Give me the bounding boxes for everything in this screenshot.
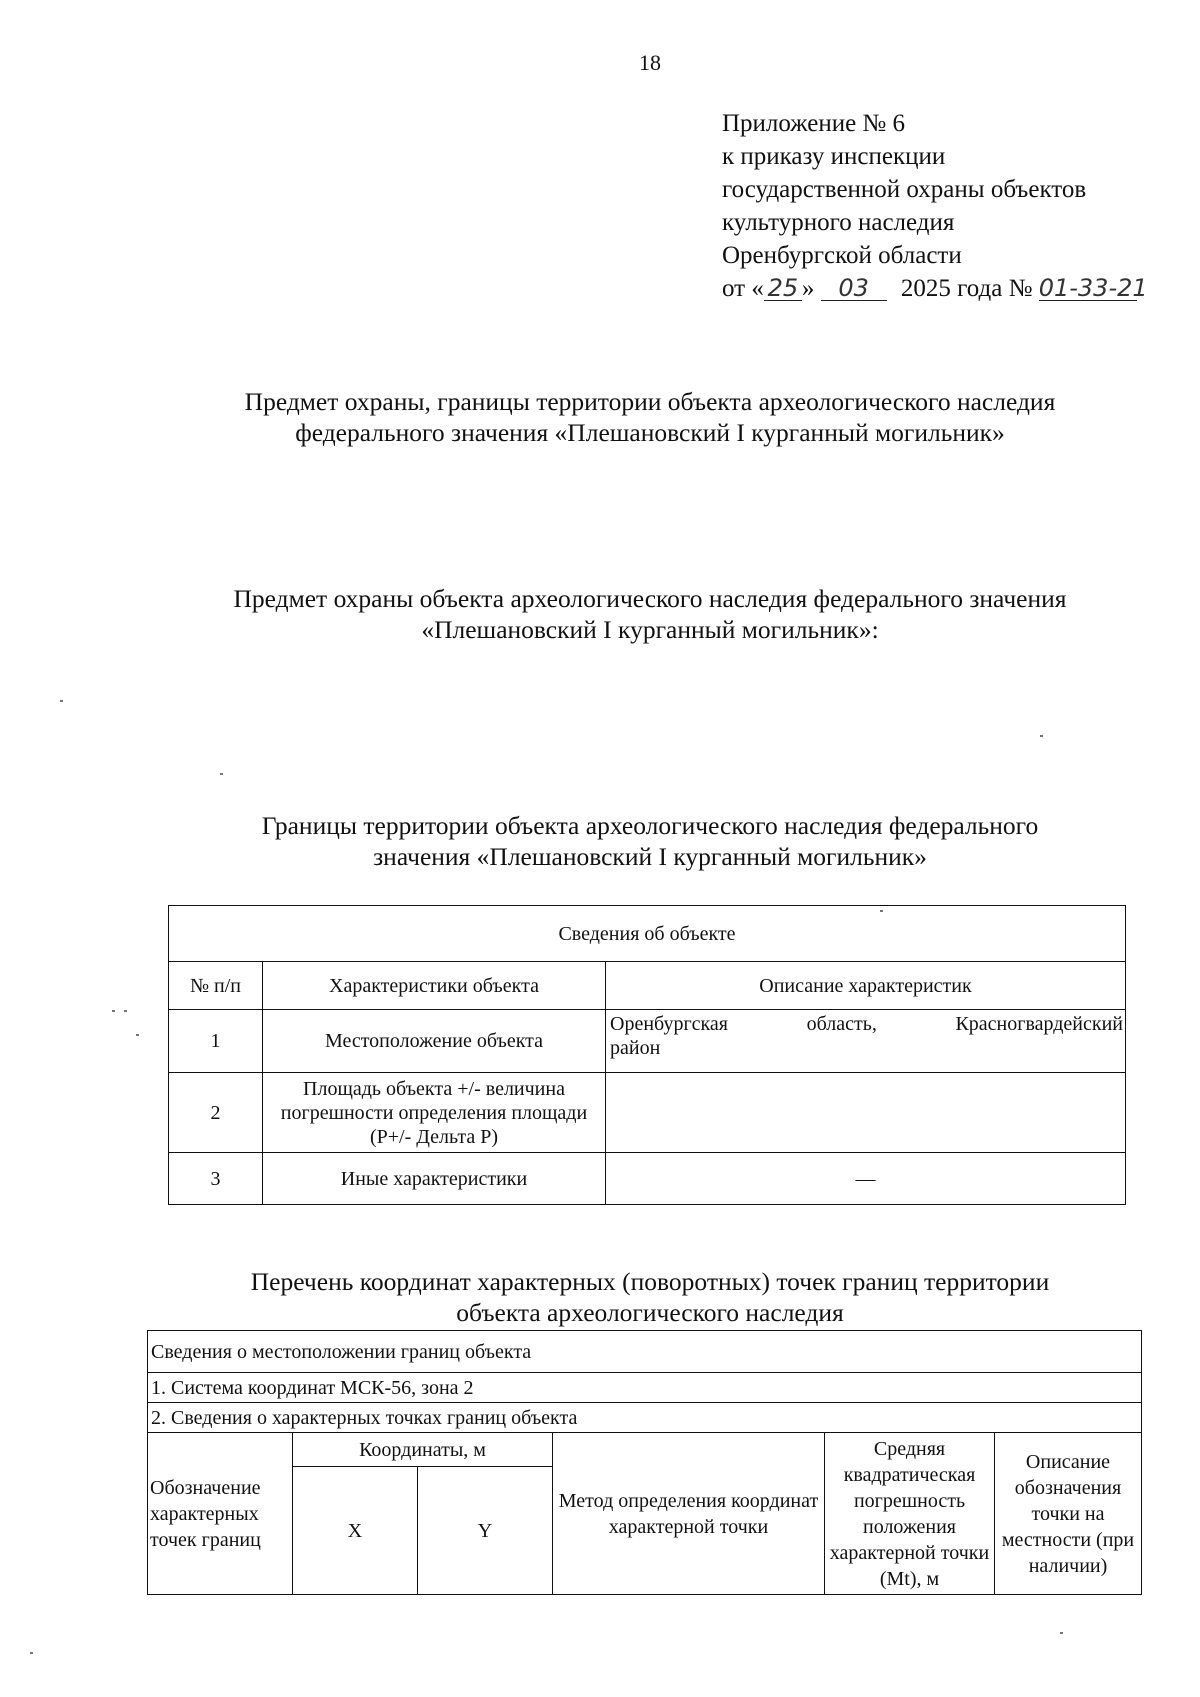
col-x: X [293, 1467, 418, 1595]
appendix-date-line [722, 272, 1148, 305]
table-row [169, 1010, 1126, 1073]
object-table-title: Сведения об объекте [169, 906, 1126, 962]
col-designation: Обозначение характерных точек границ [148, 1433, 293, 1595]
scan-speck [1040, 735, 1043, 737]
row-characteristic: Местоположение объекта [263, 1010, 606, 1073]
appendix-block [722, 107, 1148, 305]
scan-speck [30, 1652, 33, 1654]
scan-speck [60, 700, 63, 702]
header-characteristic: Характеристики объекта [263, 962, 606, 1010]
main-heading-line-2: федерального значения «Плешановский I курганный могильник» [295, 418, 1005, 447]
scan-speck [136, 1034, 139, 1036]
appendix-line-2: к приказу инспекции [722, 143, 946, 170]
row-characteristic: Иные характеристики [263, 1153, 606, 1205]
header-num: № п/п [169, 962, 263, 1010]
order-number: 01-33-21 [1038, 274, 1148, 302]
row-num: 1 [169, 1010, 263, 1073]
page-number: 18 [639, 50, 661, 75]
row-characteristic: Площадь объекта +/- величина погрешности определения площади (Р+/- Дельта Р) [263, 1073, 606, 1153]
appendix-line-1: Приложение № 6 [722, 110, 906, 137]
subject-heading-line-2: «Плешановский I курганный могильник»: [421, 615, 879, 644]
appendix-line-4: культурного наследия [722, 209, 955, 236]
coords-heading-line-2: объекта археологического наследия [456, 1298, 844, 1327]
coord-row-location: Сведения о местоположении границ объекта [148, 1331, 1142, 1373]
header-description: Описание характеристик [606, 962, 1126, 1010]
main-heading [150, 386, 1150, 448]
coordinates-table [147, 1330, 1142, 1595]
date-mid: » [801, 275, 815, 302]
scan-speck [1060, 1632, 1063, 1634]
date-prefix: от « [722, 275, 764, 302]
col-error: Средняя квадратическая погрешность положения характерной точки (Mt), м [825, 1433, 995, 1595]
coords-heading [150, 1266, 1150, 1328]
date-year: 2025 года № [900, 275, 1033, 302]
row-description [606, 1010, 1126, 1073]
appendix-line-3: государственной охраны объектов [722, 176, 1087, 203]
subject-heading-line-1: Предмет охраны объекта археологического наследия федерального значения [233, 584, 1067, 613]
col-description: Описание обозначения точки на местности (при наличии) [995, 1433, 1142, 1595]
col-coords: Координаты, м [293, 1433, 553, 1467]
table-row [169, 1073, 1126, 1153]
coord-row-points: 2. Сведения о характерных точках границ объекта [148, 1403, 1142, 1433]
scan-speck [220, 773, 223, 775]
borders-heading [150, 810, 1150, 872]
row-num: 3 [169, 1153, 263, 1205]
col-method: Метод определения координат характерной точки [553, 1433, 825, 1595]
row-description-line-1: Оренбургская область, Красногвардейский [610, 1013, 1124, 1035]
col-y: Y [418, 1467, 553, 1595]
row-num: 2 [169, 1073, 263, 1153]
row-description-line-2: район [610, 1037, 661, 1059]
scan-speck [112, 1010, 115, 1012]
main-heading-line-1: Предмет охраны, границы территории объекта археологического наследия [244, 387, 1056, 416]
appendix-line-5: Оренбургской области [722, 242, 962, 269]
borders-heading-line-2: значения «Плешановский I курганный могильник» [373, 842, 927, 871]
scan-speck [124, 1010, 127, 1012]
scan-speck [880, 910, 883, 912]
object-info-table [168, 905, 1126, 1205]
borders-heading-line-1: Границы территории объекта археологического наследия федерального [261, 811, 1039, 840]
coords-heading-line-1: Перечень координат характерных (поворотных) точек границ территории [250, 1267, 1050, 1296]
date-month: 03 [821, 276, 887, 301]
row-description: — [606, 1153, 1126, 1205]
table-row [169, 1153, 1126, 1205]
subject-heading [150, 583, 1150, 645]
date-day: 25 [764, 276, 802, 301]
coord-row-system: 1. Система координат МСК-56, зона 2 [148, 1373, 1142, 1403]
row-description [606, 1073, 1126, 1153]
